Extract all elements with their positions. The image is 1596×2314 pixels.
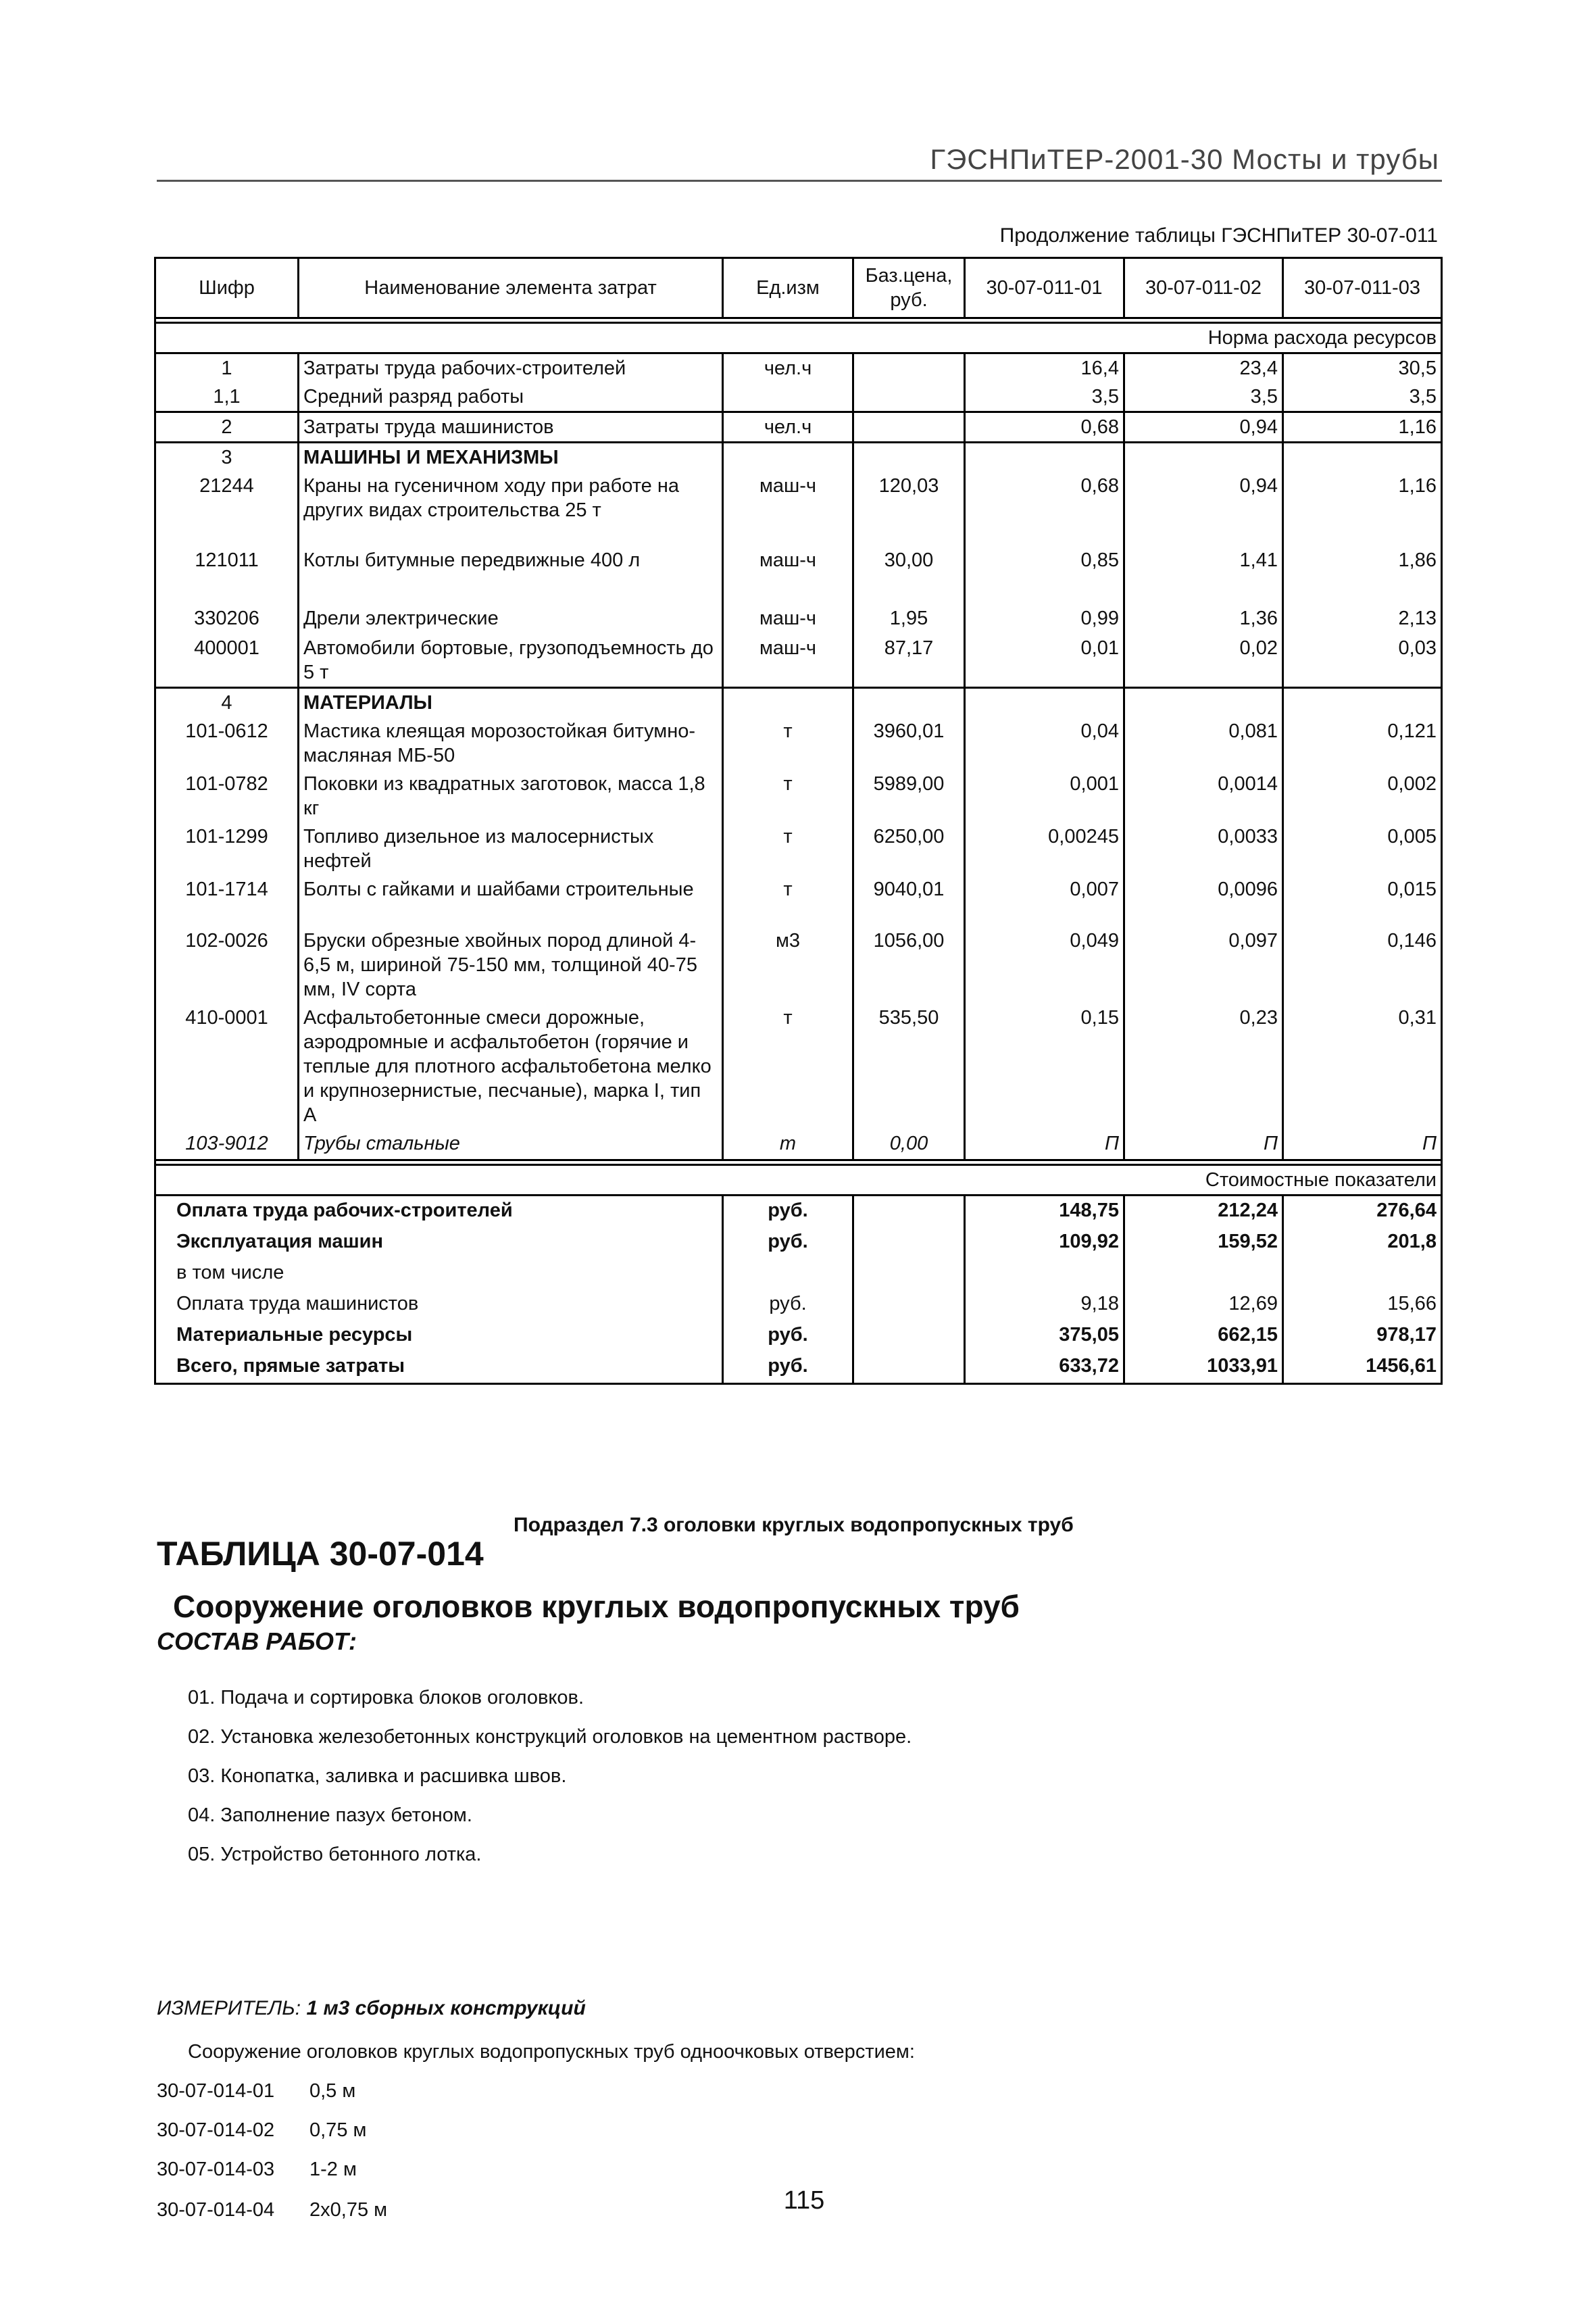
row-norm-3: 0,015 — [1283, 875, 1442, 927]
cost-value-2: 212,24 — [1124, 1196, 1283, 1228]
row-code: 21244 — [155, 472, 299, 546]
cost-value-1 — [965, 1258, 1124, 1289]
table-row — [155, 634, 1442, 688]
row-norm-1: 0,15 — [965, 1004, 1124, 1129]
cost-value-2: 1033,91 — [1124, 1352, 1283, 1384]
work-item: 02. Установка железобетонных конструкций оголовков на цементном растворе. — [188, 1726, 912, 1748]
row-norm-1: 0,99 — [965, 604, 1124, 634]
row-price: 535,50 — [853, 1004, 965, 1129]
table-row — [155, 472, 1442, 546]
row-name: Краны на гусеничном ходу при работе на других видах строительства 25 т — [299, 472, 723, 546]
row-norm-2: 1,36 — [1124, 604, 1283, 634]
meter-value: 1 м3 сборных конструкций — [306, 1997, 586, 2019]
cost-price — [853, 1227, 965, 1258]
table-row — [155, 383, 1442, 412]
table-row — [155, 353, 1442, 383]
cost-row — [155, 1196, 1442, 1228]
work-item: 03. Конопатка, заливка и расшивка швов. — [188, 1765, 567, 1787]
col-header-code: Шифр — [155, 258, 299, 318]
variant-dimension: 0,75 м — [309, 2119, 367, 2141]
col-header-norm-2: 30-07-011-02 — [1124, 258, 1283, 318]
row-norm-3: 1,86 — [1283, 546, 1442, 604]
row-unit — [723, 383, 853, 412]
row-norm-2: 0,94 — [1124, 412, 1283, 443]
row-name: Поковки из квадратных заготовок, масса 1,8 кг — [299, 770, 723, 822]
row-norm-2: 0,0033 — [1124, 822, 1283, 875]
cost-value-2: 159,52 — [1124, 1227, 1283, 1258]
row-norm-2 — [1124, 688, 1283, 718]
cost-price — [853, 1289, 965, 1321]
cost-value-1: 109,92 — [965, 1227, 1124, 1258]
col-header-norm-3: 30-07-011-03 — [1283, 258, 1442, 318]
cost-name: в том числе — [155, 1258, 723, 1289]
running-header: ГЭСНПиТЕР-2001-30 Мосты и трубы — [930, 143, 1439, 175]
table-row — [155, 822, 1442, 875]
row-norm-3: 30,5 — [1283, 353, 1442, 383]
cost-row — [155, 1227, 1442, 1258]
cost-price — [853, 1321, 965, 1352]
row-code: 121011 — [155, 546, 299, 604]
cost-price — [853, 1196, 965, 1228]
row-norm-1: 0,001 — [965, 770, 1124, 822]
row-norm-2: 0,097 — [1124, 927, 1283, 1004]
row-norm-1 — [965, 443, 1124, 472]
work-item: 04. Заполнение пазух бетоном. — [188, 1804, 472, 1826]
row-norm-3: 0,146 — [1283, 927, 1442, 1004]
row-norm-1: 3,5 — [965, 383, 1124, 412]
row-price: 1,95 — [853, 604, 965, 634]
col-header-price: Баз.цена, руб. — [853, 258, 965, 318]
row-norm-3: 0,03 — [1283, 634, 1442, 688]
row-code: 1 — [155, 353, 299, 383]
row-norm-3: П — [1283, 1129, 1442, 1160]
variant-code: 30-07-014-04 — [157, 2199, 275, 2221]
cost-value-1: 9,18 — [965, 1289, 1124, 1321]
row-norm-2: 3,5 — [1124, 383, 1283, 412]
cost-unit: руб. — [723, 1352, 853, 1384]
row-name: Автомобили бортовые, грузоподъемность до 5 т — [299, 634, 723, 688]
cost-unit: руб. — [723, 1227, 853, 1258]
cost-label-row — [155, 1165, 1442, 1196]
row-norm-2: 1,41 — [1124, 546, 1283, 604]
row-norm-3 — [1283, 443, 1442, 472]
cost-row — [155, 1321, 1442, 1352]
row-norm-2: 0,081 — [1124, 717, 1283, 770]
norm-label-row — [155, 323, 1442, 353]
cost-value-1: 375,05 — [965, 1321, 1124, 1352]
row-code: 101-0782 — [155, 770, 299, 822]
row-norm-2: 23,4 — [1124, 353, 1283, 383]
row-code: 3 — [155, 443, 299, 472]
row-name: Затраты труда рабочих-строителей — [299, 353, 723, 383]
meter-label: ИЗМЕРИТЕЛЬ: — [157, 1997, 301, 2019]
table-row — [155, 412, 1442, 443]
row-price: 87,17 — [853, 634, 965, 688]
header-divider — [157, 180, 1442, 182]
row-norm-2: 0,0014 — [1124, 770, 1283, 822]
table-row — [155, 770, 1442, 822]
cost-price — [853, 1258, 965, 1289]
table-row — [155, 443, 1442, 472]
row-price: 0,00 — [853, 1129, 965, 1160]
cost-name: Материальные ресурсы — [155, 1321, 723, 1352]
variant-dimension: 0,5 м — [309, 2080, 356, 2102]
cost-value-2 — [1124, 1258, 1283, 1289]
table-row — [155, 875, 1442, 927]
row-unit: т — [723, 875, 853, 927]
row-norm-1: 0,00245 — [965, 822, 1124, 875]
table-row — [155, 927, 1442, 1004]
col-header-unit: Ед.изм — [723, 258, 853, 318]
row-norm-3: 3,5 — [1283, 383, 1442, 412]
row-code: 2 — [155, 412, 299, 443]
row-unit: маш-ч — [723, 546, 853, 604]
variant-dimension: 1-2 м — [309, 2159, 357, 2180]
variant-description: Сооружение оголовков круглых водопропускных труб одноочковых отверстием: — [188, 2041, 915, 2063]
col-header-norm-1: 30-07-011-01 — [965, 258, 1124, 318]
cost-unit: руб. — [723, 1196, 853, 1228]
row-norm-2 — [1124, 443, 1283, 472]
row-code: 101-0612 — [155, 717, 299, 770]
row-norm-2: 0,23 — [1124, 1004, 1283, 1129]
row-norm-3: 0,121 — [1283, 717, 1442, 770]
page-number: 115 — [783, 2186, 825, 2215]
row-norm-3: 0,002 — [1283, 770, 1442, 822]
row-norm-1: 0,01 — [965, 634, 1124, 688]
row-code: 1,1 — [155, 383, 299, 412]
variant-code: 30-07-014-01 — [157, 2080, 275, 2102]
row-price — [853, 443, 965, 472]
cost-value-1: 148,75 — [965, 1196, 1124, 1228]
row-unit: м3 — [723, 927, 853, 1004]
row-code: 102-0026 — [155, 927, 299, 1004]
table-row — [155, 1129, 1442, 1160]
row-unit: маш-ч — [723, 604, 853, 634]
cost-value-3 — [1283, 1258, 1442, 1289]
row-norm-1: 0,04 — [965, 717, 1124, 770]
cost-name: Оплата труда рабочих-строителей — [155, 1196, 723, 1228]
cost-value-2: 662,15 — [1124, 1321, 1283, 1352]
resource-norms-table — [154, 257, 1443, 1385]
variant-dimension: 2х0,75 м — [309, 2199, 388, 2221]
row-norm-1: 0,68 — [965, 412, 1124, 443]
row-price — [853, 353, 965, 383]
cost-name: Оплата труда машинистов — [155, 1289, 723, 1321]
row-norm-3: 2,13 — [1283, 604, 1442, 634]
row-name: Дрели электрические — [299, 604, 723, 634]
cost-value-3: 978,17 — [1283, 1321, 1442, 1352]
cost-row — [155, 1352, 1442, 1384]
cost-value-3: 15,66 — [1283, 1289, 1442, 1321]
row-name: МАТЕРИАЛЫ — [299, 688, 723, 718]
cost-unit: руб. — [723, 1321, 853, 1352]
row-norm-3: 1,16 — [1283, 412, 1442, 443]
row-unit: чел.ч — [723, 353, 853, 383]
row-code: 101-1714 — [155, 875, 299, 927]
row-price — [853, 383, 965, 412]
row-name: Средний разряд работы — [299, 383, 723, 412]
cost-unit: руб. — [723, 1289, 853, 1321]
row-name: МАШИНЫ И МЕХАНИЗМЫ — [299, 443, 723, 472]
subsection-title: Подраздел 7.3 оголовки круглых водопропускных труб — [514, 1514, 1074, 1536]
row-norm-1: 0,049 — [965, 927, 1124, 1004]
row-norm-2: 0,02 — [1124, 634, 1283, 688]
row-code: 330206 — [155, 604, 299, 634]
row-price: 30,00 — [853, 546, 965, 604]
table-row — [155, 717, 1442, 770]
row-unit: чел.ч — [723, 412, 853, 443]
col-header-name: Наименование элемента затрат — [299, 258, 723, 318]
row-unit: маш-ч — [723, 634, 853, 688]
table-continuation-note: Продолжение таблицы ГЭСНПиТЕР 30-07-011 — [999, 224, 1438, 247]
cost-value-2: 12,69 — [1124, 1289, 1283, 1321]
row-price: 5989,00 — [853, 770, 965, 822]
work-item: 01. Подача и сортировка блоков оголовков. — [188, 1687, 584, 1708]
row-norm-1: П — [965, 1129, 1124, 1160]
cost-value-3: 201,8 — [1283, 1227, 1442, 1258]
cost-value-1: 633,72 — [965, 1352, 1124, 1384]
table-row — [155, 604, 1442, 634]
row-name: Асфальтобетонные смеси дорожные, аэродромные и асфальтобетон (горячие и теплые для плотного асфальтобетона мелко и крупнозернистые, песчаные), марка I, тип А — [299, 1004, 723, 1129]
row-norm-1 — [965, 688, 1124, 718]
row-unit: маш-ч — [723, 472, 853, 546]
row-price: 9040,01 — [853, 875, 965, 927]
cost-price — [853, 1352, 965, 1384]
cost-row — [155, 1258, 1442, 1289]
row-code: 410-0001 — [155, 1004, 299, 1129]
row-price — [853, 688, 965, 718]
variant-code: 30-07-014-02 — [157, 2119, 275, 2141]
row-norm-1: 16,4 — [965, 353, 1124, 383]
cost-name: Всего, прямые затраты — [155, 1352, 723, 1384]
table-title: ТАБЛИЦА 30-07-014 — [157, 1535, 484, 1573]
row-norm-3: 1,16 — [1283, 472, 1442, 546]
row-price: 6250,00 — [853, 822, 965, 875]
row-norm-2: 0,94 — [1124, 472, 1283, 546]
row-code: 101-1299 — [155, 822, 299, 875]
row-name: Котлы битумные передвижные 400 л — [299, 546, 723, 604]
row-norm-2: 0,0096 — [1124, 875, 1283, 927]
row-unit — [723, 443, 853, 472]
row-code: 400001 — [155, 634, 299, 688]
table-body — [155, 318, 1442, 1384]
cost-unit — [723, 1258, 853, 1289]
row-unit: т — [723, 1129, 853, 1160]
row-name: Топливо дизельное из малосернистых нефтей — [299, 822, 723, 875]
cost-value-3: 1456,61 — [1283, 1352, 1442, 1384]
row-norm-1: 0,68 — [965, 472, 1124, 546]
section-title: Сооружение оголовков круглых водопропускных труб — [173, 1589, 1020, 1624]
row-price: 3960,01 — [853, 717, 965, 770]
resource-norm-label: Норма расхода ресурсов — [155, 323, 1442, 353]
row-unit: т — [723, 717, 853, 770]
row-name: Мастика клеящая морозостойкая битумно-масляная МБ-50 — [299, 717, 723, 770]
row-name: Бруски обрезные хвойных пород длиной 4-6,5 м, шириной 75-150 мм, толщиной 40-75 мм, IV сорта — [299, 927, 723, 1004]
row-name: Трубы стальные — [299, 1129, 723, 1160]
table-row — [155, 688, 1442, 718]
row-norm-3: 0,31 — [1283, 1004, 1442, 1129]
row-price: 120,03 — [853, 472, 965, 546]
row-norm-3: 0,005 — [1283, 822, 1442, 875]
row-name: Болты с гайками и шайбами строительные — [299, 875, 723, 927]
row-unit — [723, 688, 853, 718]
row-name: Затраты труда машинистов — [299, 412, 723, 443]
cost-row — [155, 1289, 1442, 1321]
variant-code: 30-07-014-03 — [157, 2159, 275, 2180]
meter-line — [157, 1997, 586, 2020]
table-row — [155, 1004, 1442, 1129]
cost-value-3: 276,64 — [1283, 1196, 1442, 1228]
row-unit: т — [723, 822, 853, 875]
table-header-row — [155, 258, 1442, 318]
cost-name: Эксплуатация машин — [155, 1227, 723, 1258]
row-code: 103-9012 — [155, 1129, 299, 1160]
row-unit: т — [723, 770, 853, 822]
row-norm-1: 0,007 — [965, 875, 1124, 927]
cost-indicators-label: Стоимостные показатели — [155, 1165, 1442, 1196]
row-price — [853, 412, 965, 443]
row-norm-2: П — [1124, 1129, 1283, 1160]
row-price: 1056,00 — [853, 927, 965, 1004]
row-norm-1: 0,85 — [965, 546, 1124, 604]
row-code: 4 — [155, 688, 299, 718]
table-row — [155, 546, 1442, 604]
work-item: 05. Устройство бетонного лотка. — [188, 1844, 482, 1865]
works-heading: СОСТАВ РАБОТ: — [157, 1627, 357, 1655]
row-norm-3 — [1283, 688, 1442, 718]
row-unit: т — [723, 1004, 853, 1129]
